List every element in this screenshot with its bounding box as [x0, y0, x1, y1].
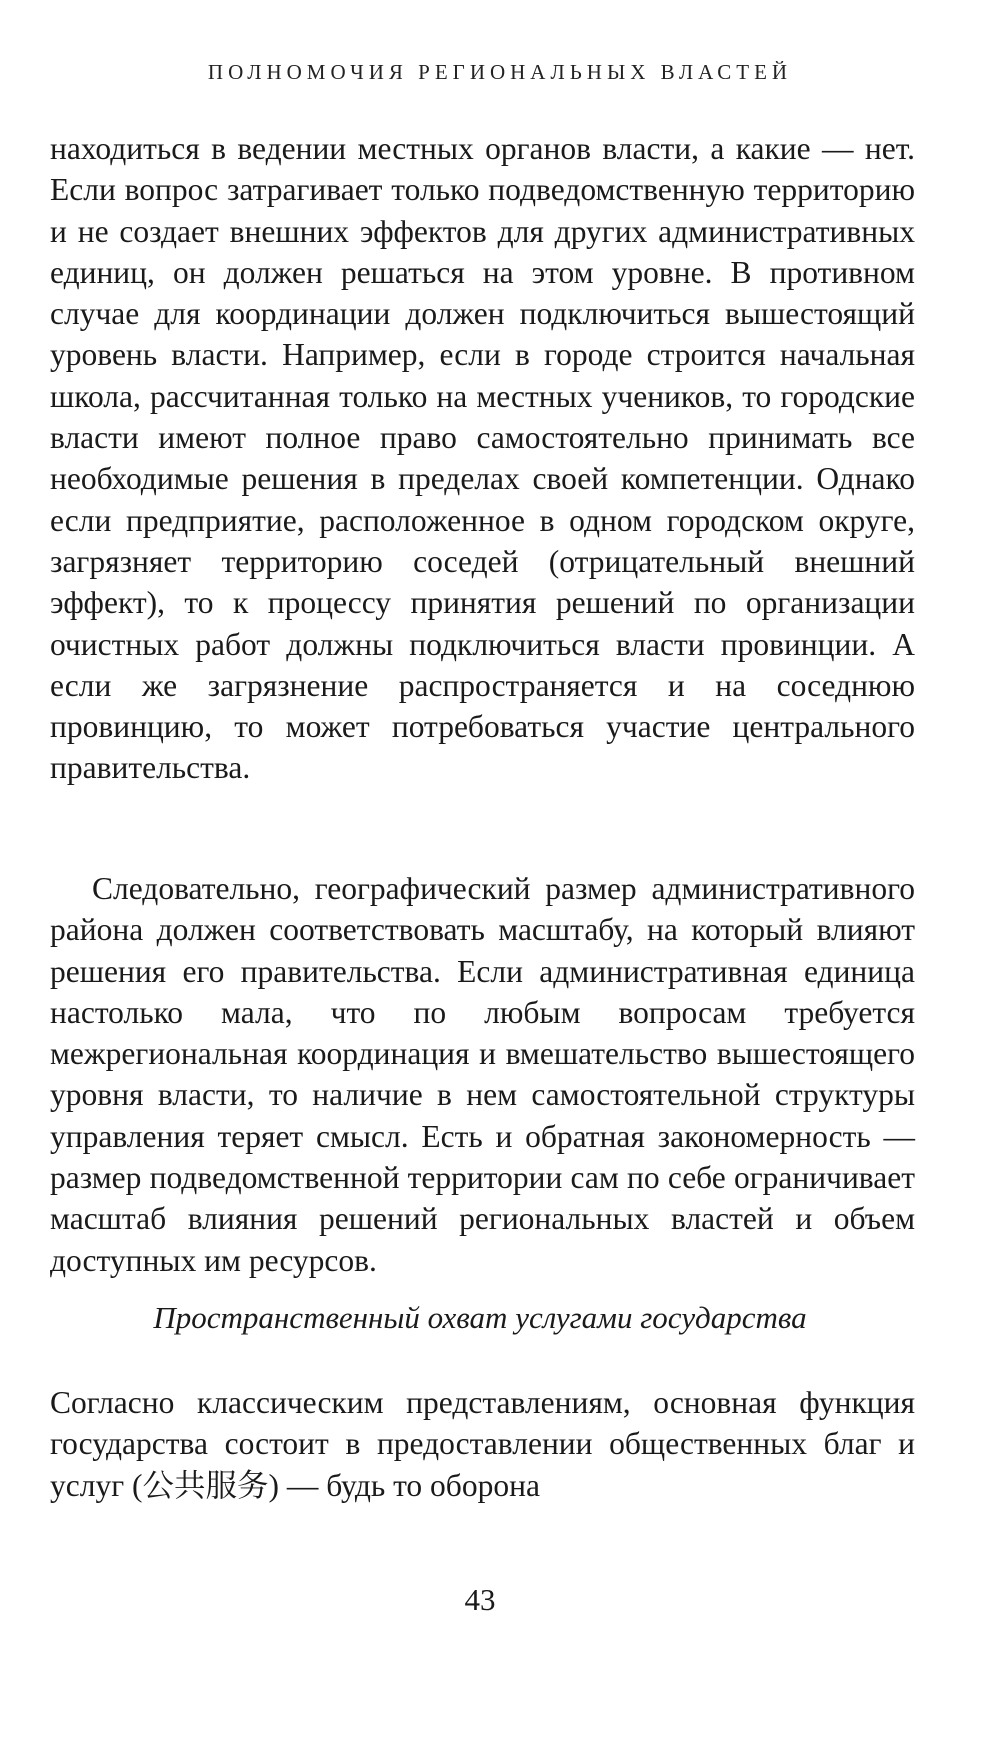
section-heading: Пространственный охват услугами государства — [153, 1300, 807, 1335]
running-head: ПОЛНОМОЧИЯ РЕГИОНАЛЬНЫХ ВЛАСТЕЙ — [207, 60, 793, 84]
paragraph-text: Согласно классическим представлениям, основная функция государства состоит в предоставлении общественных благ и услуг (公共服务) — будь то оборона — [50, 1385, 915, 1503]
body-paragraph-2 — [50, 868, 915, 1281]
paragraph-text: находиться в ведении местных органов власти, а какие — нет. Если вопрос затрагивает только подведомственную территорию и не создает внешних эффектов для других административных единиц, он должен решаться на этом уровне. В противном случае для координации должен подключиться вышестоящий уровень власти. Например, если в городе строится начальная школа, рассчитанная только на местных учеников, то городские власти имеют полное право самостоятельно принимать все необходимые решения в пределах своей компетенции. Однако если предприятие, расположенное в одном городском округе, загрязняет территорию соседей (отрицательный внешний эффект), то к процессу принятия решений по организации очистных работ должны подключиться власти провинции. А если же загрязнение распространяется и на соседнюю провинцию, то может потребоваться участие центрального правительства. — [50, 131, 915, 786]
section-paragraph — [50, 1382, 915, 1506]
paragraph-text: Следовательно, географический размер административного района должен соответствовать масштабу, на который влияют решения его правительства. Если административная единица настолько мала, что по любым вопросам требуется межрегиональная координация и вмешательство вышестоящего уровня власти, то наличие в нем самостоятельной структуры управления теряет смысл. Есть и обратная закономерность — размер подведомственной территории сам по себе ограничивает масштаб влияния решений региональных властей и объем доступных им ресурсов. — [50, 871, 915, 1278]
body-paragraph-1 — [50, 128, 915, 789]
page-number: 43 — [464, 1582, 496, 1617]
